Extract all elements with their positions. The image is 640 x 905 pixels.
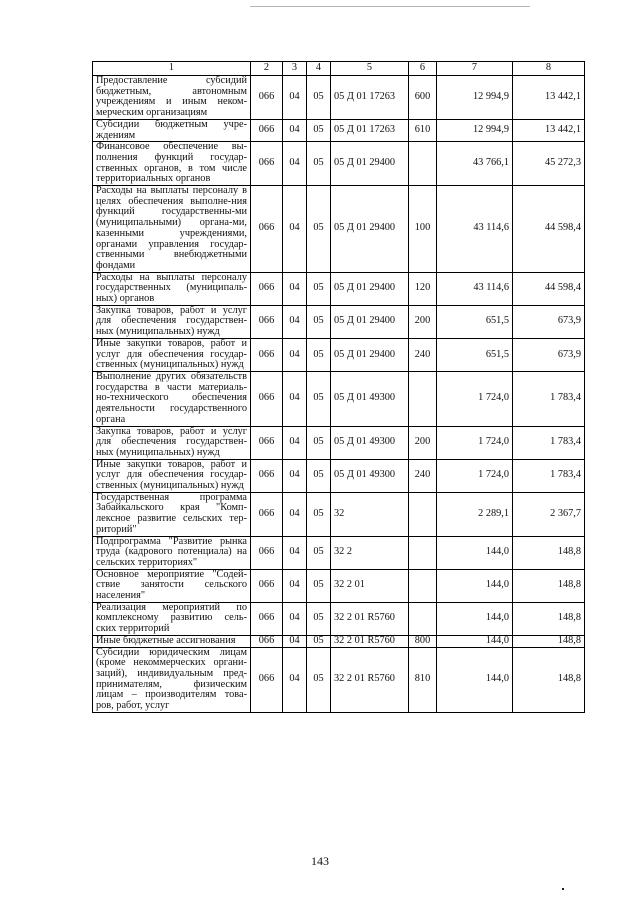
row-section: 04 (283, 338, 307, 371)
table-row (93, 492, 585, 536)
row-amount-year2: 673,9 (513, 305, 585, 338)
row-subsection: 05 (307, 305, 331, 338)
row-amount-year1: 43 114,6 (437, 186, 513, 273)
row-target-article: 05 Д 01 49300 (331, 459, 409, 492)
row-name: Основное мероприятие "Содей-ствие занятости сельского населения" (93, 569, 251, 602)
row-target-article: 05 Д 01 29400 (331, 186, 409, 273)
row-section: 04 (283, 647, 307, 712)
row-name: Иные бюджетные ассигнования (93, 635, 251, 647)
row-amount-year2: 148,8 (513, 647, 585, 712)
row-target-article: 32 2 01 R5760 (331, 647, 409, 712)
row-amount-year2: 44 598,4 (513, 186, 585, 273)
row-expense-type: 240 (409, 338, 437, 371)
row-target-article: 32 2 01 (331, 569, 409, 602)
row-name: Иные закупки товаров, работ и услуг для обеспечения государ-ственных (муниципальных) нужд (93, 338, 251, 371)
table-row (93, 635, 585, 647)
row-section: 04 (283, 371, 307, 426)
row-subsection: 05 (307, 76, 331, 120)
row-amount-year1: 144,0 (437, 635, 513, 647)
row-amount-year2: 673,9 (513, 338, 585, 371)
row-expense-type: 610 (409, 119, 437, 141)
row-subsection: 05 (307, 459, 331, 492)
row-name: Подпрограмма "Развитие рынка труда (кадрового потенциала) на сельских территориях" (93, 536, 251, 569)
row-expense-type (409, 492, 437, 536)
row-target-article: 05 Д 01 29400 (331, 305, 409, 338)
row-section: 04 (283, 272, 307, 305)
header-col-8: 8 (513, 62, 585, 76)
row-section: 04 (283, 119, 307, 141)
row-ministry-code: 066 (251, 76, 283, 120)
row-amount-year2: 45 272,3 (513, 142, 585, 186)
row-amount-year2: 13 442,1 (513, 76, 585, 120)
header-col-4: 4 (307, 62, 331, 76)
row-amount-year1: 651,5 (437, 305, 513, 338)
row-name: Расходы на выплаты персоналу в целях обеспечения выполне-ния функций государственны-ми (муниципальными) органа-ми, казенными учреждениями, органами управления государ-ственными внебюджетными фондами (93, 186, 251, 273)
row-section: 04 (283, 492, 307, 536)
row-subsection: 05 (307, 142, 331, 186)
row-subsection: 05 (307, 492, 331, 536)
header-col-3: 3 (283, 62, 307, 76)
row-amount-year1: 43 114,6 (437, 272, 513, 305)
table-row (93, 647, 585, 712)
table-row (93, 305, 585, 338)
row-expense-type (409, 569, 437, 602)
row-target-article: 32 (331, 492, 409, 536)
row-name: Иные закупки товаров, работ и услуг для обеспечения государ-ственных (муниципальных) нужд (93, 459, 251, 492)
row-name: Реализация мероприятий по комплексному развитию сель-ских территорий (93, 602, 251, 635)
table-row (93, 459, 585, 492)
header-row (93, 62, 585, 76)
row-amount-year1: 144,0 (437, 602, 513, 635)
row-section: 04 (283, 536, 307, 569)
row-section: 04 (283, 426, 307, 459)
row-amount-year2: 148,8 (513, 569, 585, 602)
row-amount-year1: 144,0 (437, 536, 513, 569)
table-row (93, 338, 585, 371)
row-name: Финансовое обеспечение вы-полнения функций государ-ственных органов, в том числе территориальных органов (93, 142, 251, 186)
header-col-1: 1 (93, 62, 251, 76)
row-name: Закупка товаров, работ и услуг для обеспечения государствен-ных (муниципальных) нужд (93, 426, 251, 459)
row-expense-type: 800 (409, 635, 437, 647)
row-subsection: 05 (307, 602, 331, 635)
row-amount-year2: 1 783,4 (513, 459, 585, 492)
row-section: 04 (283, 602, 307, 635)
row-subsection: 05 (307, 536, 331, 569)
row-subsection: 05 (307, 635, 331, 647)
table-row (93, 272, 585, 305)
row-expense-type (409, 536, 437, 569)
row-subsection: 05 (307, 119, 331, 141)
row-amount-year1: 2 289,1 (437, 492, 513, 536)
row-section: 04 (283, 186, 307, 273)
table-row (93, 186, 585, 273)
row-section: 04 (283, 459, 307, 492)
row-ministry-code: 066 (251, 305, 283, 338)
row-ministry-code: 066 (251, 426, 283, 459)
row-amount-year2: 148,8 (513, 635, 585, 647)
row-ministry-code: 066 (251, 272, 283, 305)
row-name: Субсидии бюджетным учре-ждениям (93, 119, 251, 141)
row-target-article: 32 2 01 R5760 (331, 635, 409, 647)
row-target-article: 05 Д 01 29400 (331, 142, 409, 186)
top-rule (250, 6, 530, 7)
row-name: Предоставление субсидий бюджетным, автономным учреждениям и иным неком-мерческим организациям (93, 76, 251, 120)
row-ministry-code: 066 (251, 569, 283, 602)
row-target-article: 05 Д 01 49300 (331, 426, 409, 459)
row-name: Выполнение других обязательств государства в части материаль-но-технического обеспечения деятельности государственного органа (93, 371, 251, 426)
row-ministry-code: 066 (251, 142, 283, 186)
header-col-6: 6 (409, 62, 437, 76)
row-expense-type: 600 (409, 76, 437, 120)
row-amount-year1: 12 994,9 (437, 76, 513, 120)
header-col-5: 5 (331, 62, 409, 76)
table-row (93, 536, 585, 569)
row-ministry-code: 066 (251, 459, 283, 492)
row-expense-type: 200 (409, 426, 437, 459)
row-subsection: 05 (307, 272, 331, 305)
row-section: 04 (283, 142, 307, 186)
header-col-2: 2 (251, 62, 283, 76)
row-subsection: 05 (307, 338, 331, 371)
row-subsection: 05 (307, 186, 331, 273)
row-amount-year1: 651,5 (437, 338, 513, 371)
page-number: 143 (311, 854, 329, 868)
row-expense-type (409, 142, 437, 186)
row-target-article: 05 Д 01 17263 (331, 119, 409, 141)
row-amount-year1: 1 724,0 (437, 371, 513, 426)
row-section: 04 (283, 569, 307, 602)
row-target-article: 05 Д 01 29400 (331, 338, 409, 371)
row-amount-year2: 148,8 (513, 536, 585, 569)
row-name: Субсидии юридическим лицам (кроме некоммерческих органи-заций), индивидуальным пред-принимателям, физическим лицам – производителям това-ров, работ, услуг (93, 647, 251, 712)
row-expense-type: 810 (409, 647, 437, 712)
row-ministry-code: 066 (251, 492, 283, 536)
scan-speck (562, 888, 564, 890)
row-ministry-code: 066 (251, 371, 283, 426)
row-target-article: 05 Д 01 29400 (331, 272, 409, 305)
row-expense-type (409, 602, 437, 635)
row-amount-year1: 1 724,0 (437, 459, 513, 492)
row-name: Закупка товаров, работ и услуг для обеспечения государствен-ных (муниципальных) нужд (93, 305, 251, 338)
row-section: 04 (283, 76, 307, 120)
table-row (93, 371, 585, 426)
row-amount-year2: 1 783,4 (513, 426, 585, 459)
row-amount-year2: 13 442,1 (513, 119, 585, 141)
row-ministry-code: 066 (251, 647, 283, 712)
row-ministry-code: 066 (251, 186, 283, 273)
row-amount-year2: 1 783,4 (513, 371, 585, 426)
table-row (93, 76, 585, 120)
row-ministry-code: 066 (251, 119, 283, 141)
row-amount-year1: 144,0 (437, 569, 513, 602)
table-row (93, 602, 585, 635)
table-row (93, 569, 585, 602)
row-section: 04 (283, 305, 307, 338)
row-amount-year1: 1 724,0 (437, 426, 513, 459)
row-target-article: 32 2 01 R5760 (331, 602, 409, 635)
row-amount-year2: 44 598,4 (513, 272, 585, 305)
table-row (93, 142, 585, 186)
row-subsection: 05 (307, 426, 331, 459)
table-row (93, 426, 585, 459)
budget-table (92, 61, 585, 713)
row-amount-year1: 43 766,1 (437, 142, 513, 186)
row-amount-year2: 2 367,7 (513, 492, 585, 536)
row-expense-type: 120 (409, 272, 437, 305)
row-amount-year2: 148,8 (513, 602, 585, 635)
row-target-article: 32 2 (331, 536, 409, 569)
row-amount-year1: 12 994,9 (437, 119, 513, 141)
table-row (93, 119, 585, 141)
row-target-article: 05 Д 01 49300 (331, 371, 409, 426)
row-name: Государственная программа Забайкальского края "Комп-лексное развитие сельских тер-риторий" (93, 492, 251, 536)
row-amount-year1: 144,0 (437, 647, 513, 712)
row-ministry-code: 066 (251, 536, 283, 569)
row-name: Расходы на выплаты персоналу государственных (муниципаль-ных) органов (93, 272, 251, 305)
row-ministry-code: 066 (251, 338, 283, 371)
row-ministry-code: 066 (251, 635, 283, 647)
row-ministry-code: 066 (251, 602, 283, 635)
row-expense-type: 200 (409, 305, 437, 338)
row-expense-type (409, 371, 437, 426)
row-subsection: 05 (307, 569, 331, 602)
row-target-article: 05 Д 01 17263 (331, 76, 409, 120)
row-subsection: 05 (307, 647, 331, 712)
row-section: 04 (283, 635, 307, 647)
budget-table-container (92, 61, 585, 713)
row-expense-type: 240 (409, 459, 437, 492)
row-subsection: 05 (307, 371, 331, 426)
header-col-7: 7 (437, 62, 513, 76)
row-expense-type: 100 (409, 186, 437, 273)
